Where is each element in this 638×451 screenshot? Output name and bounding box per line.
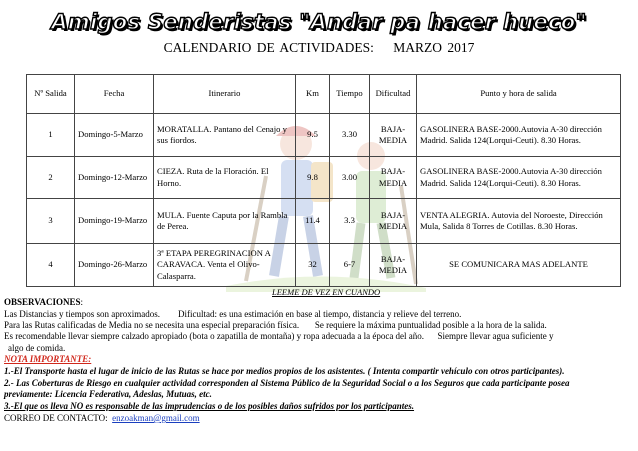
cell-fecha: Domingo-12-Marzo	[75, 157, 154, 199]
table-row	[27, 199, 621, 244]
cell-km: 9.8	[296, 157, 330, 199]
cell-km: 9.5	[296, 114, 330, 157]
calendar-subtitle	[0, 40, 638, 56]
cell-tiempo: 3.00	[330, 157, 370, 199]
cell-dificultad: BAJA-MEDIA	[370, 157, 417, 199]
nota-importante-heading: NOTA IMPORTANTE:	[4, 354, 92, 364]
cell-fecha: Domingo-19-Marzo	[75, 199, 154, 244]
cell-salida: GASOLINERA BASE-2000.Autovia A-30 dirección Madrid. Salida 124(Lorqui-Ceuti). 8.30 Horas.	[417, 157, 621, 199]
cell-salida: VENTA ALEGRIA. Autovia del Noroeste, Dirección Mula, Salida 8 Torres de Cotillas. 8.30 Horas.	[417, 199, 621, 244]
obs-line-3: Es recomendable llevar siempre calzado apropiado (bota o zapatilla de montaña) y ropa adecuada a la época del año. Siempre llevar agua suficiente y	[4, 331, 554, 341]
cell-fecha: Domingo-5-Marzo	[75, 114, 154, 157]
obs-line-4: algo de comida.	[8, 343, 66, 353]
cell-dificultad: BAJA-MEDIA	[370, 199, 417, 244]
cell-n: 3	[27, 199, 75, 244]
cell-tiempo: 3.30	[330, 114, 370, 157]
table-row	[27, 157, 621, 199]
header-itinerario: Itinerario	[154, 75, 296, 114]
obs-line-1: Las Distancias y tiempos son aproximados. Dificultad: es una estimación en base al tiempo, distancia y relieve del terreno.	[4, 309, 462, 319]
cell-itinerario: MORATALLA. Pantano del Cenajo y sus fiordos.	[154, 114, 296, 157]
observaciones-heading: OBSERVACIONES:	[4, 297, 84, 307]
activities-table	[26, 74, 621, 287]
header-km: Km	[296, 75, 330, 114]
subtitle-month: MARZO 2017	[393, 40, 475, 55]
importante-line-3: 3.-El que os lleva NO es responsable de las imprudencias o de los posibles daños sufridos por los participantes.	[4, 401, 415, 411]
table-row	[27, 244, 621, 287]
header-salida: Nº Salida	[27, 75, 75, 114]
cell-n: 4	[27, 244, 75, 287]
importante-line-2b: previamente: Licencia Federativa, Adeslas, Mutuas, etc.	[4, 389, 212, 399]
table-header-row	[27, 75, 621, 114]
cell-n: 2	[27, 157, 75, 199]
table-row	[27, 114, 621, 157]
header-dificultad: Dificultad	[370, 75, 417, 114]
cell-km: 32	[296, 244, 330, 287]
obs-line-2: Para las Rutas calificadas de Media no se necesita una especial preparación física. Se requiere la máxima puntualidad posible a la hora de la salida.	[4, 320, 547, 330]
cell-dificultad: BAJA-MEDIA	[370, 244, 417, 287]
subtitle-label: CALENDARIO DE ACTIVIDADES:	[163, 40, 374, 55]
importante-line-2: 2.- Las Coberturas de Riesgo en cualquier actividad corresponden al Sistema Público de la Seguridad Social o a los Seguros que cada participante posea	[4, 378, 570, 388]
contacto-line: CORREO DE CONTACTO: enzoakman@gmail.com	[4, 413, 200, 423]
cell-tiempo: 3.3	[330, 199, 370, 244]
page-title: Amigos Senderistas "Andar pa hacer hueco"	[51, 10, 587, 34]
importante-line-1: 1.-El Transporte hasta el lugar de inicio de las Rutas se hace por medios propios de los asistentes. ( Intenta compartir vehículo con otros participantes).	[4, 366, 565, 376]
cell-itinerario: CIEZA. Ruta de la Floración. El Horno.	[154, 157, 296, 199]
contact-email-link[interactable]: enzoakman@gmail.com	[112, 413, 200, 423]
cell-fecha: Domingo-26-Marzo	[75, 244, 154, 287]
leeme-heading: LEEME DE VEZ EN CUANDO	[272, 287, 381, 297]
header-punto-salida: Punto y hora de salida	[417, 75, 621, 114]
header-fecha: Fecha	[75, 75, 154, 114]
cell-dificultad: BAJA-MEDIA	[370, 114, 417, 157]
cell-n: 1	[27, 114, 75, 157]
header-tiempo: Tiempo	[330, 75, 370, 114]
cell-km: 11.4	[296, 199, 330, 244]
cell-tiempo: 6-7	[330, 244, 370, 287]
cell-salida: GASOLINERA BASE-2000.Autovia A-30 dirección Madrid. Salida 124(Lorqui-Ceuti). 8.30 Horas.	[417, 114, 621, 157]
cell-salida: SE COMUNICARA MAS ADELANTE	[417, 244, 621, 287]
cell-itinerario: MULA. Fuente Caputa por la Rambla de Perea.	[154, 199, 296, 244]
cell-itinerario: 3ª ETAPA PEREGRINACION A CARAVACA. Venta el Olivo-Calasparra.	[154, 244, 296, 287]
